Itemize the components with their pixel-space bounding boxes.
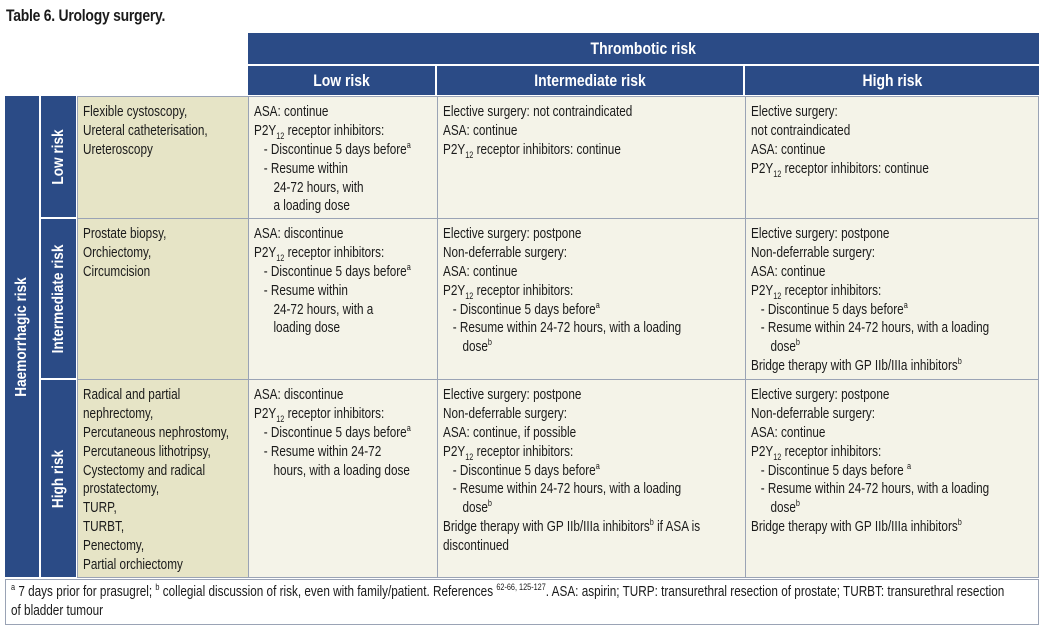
thrombotic-risk-label: Thrombotic risk bbox=[590, 38, 697, 58]
procedure-item: Ureteroscopy bbox=[83, 141, 153, 158]
cell-low-low: ASA: continue $P2Y_{12}$ receptor inhibitors: - Discontinue 5 days before$^a$ - Resume within 24-72 hours, with a loading dose bbox=[248, 96, 438, 219]
cell-intermediate-intermediate: Elective surgery: postpone Non-deferrable surgery: ASA: continue $P2Y_{12}$ receptor inhibitors: - Discontinue 5 days before$^a$ - Resume within 24-72 hours, with a loading dose$^b$ bbox=[437, 218, 746, 380]
procedure-item: Flexible cystoscopy, bbox=[83, 104, 188, 120]
table-footnote: $^a$ 7 days prior for prasugrel; $^b$ collegial discussion of risk, even with family/patient. References $^{62-66, 125-127}$. ASA: aspirin; TURP: transurethral resection of prostate; TURBT: transurethral resection of bladder tumour bbox=[5, 579, 1039, 625]
thrombotic-risk-header bbox=[248, 33, 1039, 64]
haemorrhagic-risk-header bbox=[5, 96, 39, 577]
procedure-item: Prostate biopsy, bbox=[83, 226, 167, 242]
procedure-item: Cystectomy and radical bbox=[83, 462, 206, 479]
procedure-item: prostatectomy, bbox=[83, 481, 160, 498]
col-header-intermediate-risk: Intermediate risk bbox=[437, 66, 743, 95]
col-header-low-risk: Low risk bbox=[248, 66, 435, 95]
table-title: Table 6. Urology surgery. bbox=[6, 6, 166, 25]
procedure-item: Orchiectomy, bbox=[83, 244, 152, 261]
cell-high-high: Elective surgery: postpone Non-deferrable surgery: ASA: continue $P2Y_{12}$ receptor inhibitors: - Discontinue 5 days before $^a$ - Resume within 24-72 hours, with a loading dose$^b$ Bridge therapy with GP IIb/IIIa inhibitors$^b$ bbox=[745, 379, 1039, 578]
cell-intermediate-low: ASA: discontinue $P2Y_{12}$ receptor inhibitors: - Discontinue 5 days before$^a$ - Resume within 24-72 hours, with a loading dose bbox=[248, 218, 438, 380]
cell-high-intermediate: Elective surgery: postpone Non-deferrable surgery: ASA: continue, if possible $P2Y_{12}$ receptor inhibitors: - Discontinue 5 days before$^a$ - Resume within 24-72 hours, with a loading dose$^b$ Bridge therapy with GP IIb/IIIa inhibitors$^b$ if ASA is discontinued bbox=[437, 379, 746, 578]
procedure-item: Penectomy, bbox=[83, 538, 145, 555]
procedure-item: Percutaneous nephrostomy, bbox=[83, 424, 230, 441]
cell-low-intermediate: Elective surgery: not contraindicated ASA: continue $P2Y_{12}$ receptor inhibitors: continue bbox=[437, 96, 746, 219]
procedure-item: TURP, bbox=[83, 500, 117, 517]
procedure-item: Percutaneous lithotripsy, bbox=[83, 443, 211, 460]
procedure-item: Circumcision bbox=[83, 263, 151, 280]
procedures-low-risk bbox=[77, 96, 249, 219]
haemorrhagic-risk-label: Haemorrhagic risk bbox=[13, 276, 30, 397]
procedure-item: Radical and partial bbox=[83, 387, 181, 403]
cell-intermediate-high: Elective surgery: postpone Non-deferrable surgery: ASA: continue $P2Y_{12}$ receptor inhibitors: - Discontinue 5 days before$^a$ - Resume within 24-72 hours, with a loading dose$^b$ Bridge therapy with GP IIb/IIIa inhibitors$^b$ bbox=[745, 218, 1039, 380]
col-header-high-risk: High risk bbox=[745, 66, 1039, 95]
cell-high-low: ASA: discontinue $P2Y_{12}$ receptor inhibitors: - Discontinue 5 days before$^a$ - Resume within 24-72 hours, with a loading dose bbox=[248, 379, 438, 578]
procedures-high-risk bbox=[77, 379, 249, 578]
row-header-intermediate-risk: Intermediate risk bbox=[41, 219, 76, 378]
procedure-item: TURBT, bbox=[83, 519, 125, 536]
row-header-high-risk: High risk bbox=[41, 380, 76, 577]
procedure-item: Partial orchiectomy bbox=[83, 557, 183, 574]
procedures-intermediate-risk bbox=[77, 218, 249, 380]
procedure-item: Ureteral catheterisation, bbox=[83, 122, 208, 139]
procedure-item: nephrectomy, bbox=[83, 405, 154, 422]
row-header-low-risk: Low risk bbox=[41, 96, 76, 217]
cell-low-high: Elective surgery: not contraindicated ASA: continue $P2Y_{12}$ receptor inhibitors: continue bbox=[745, 96, 1039, 219]
